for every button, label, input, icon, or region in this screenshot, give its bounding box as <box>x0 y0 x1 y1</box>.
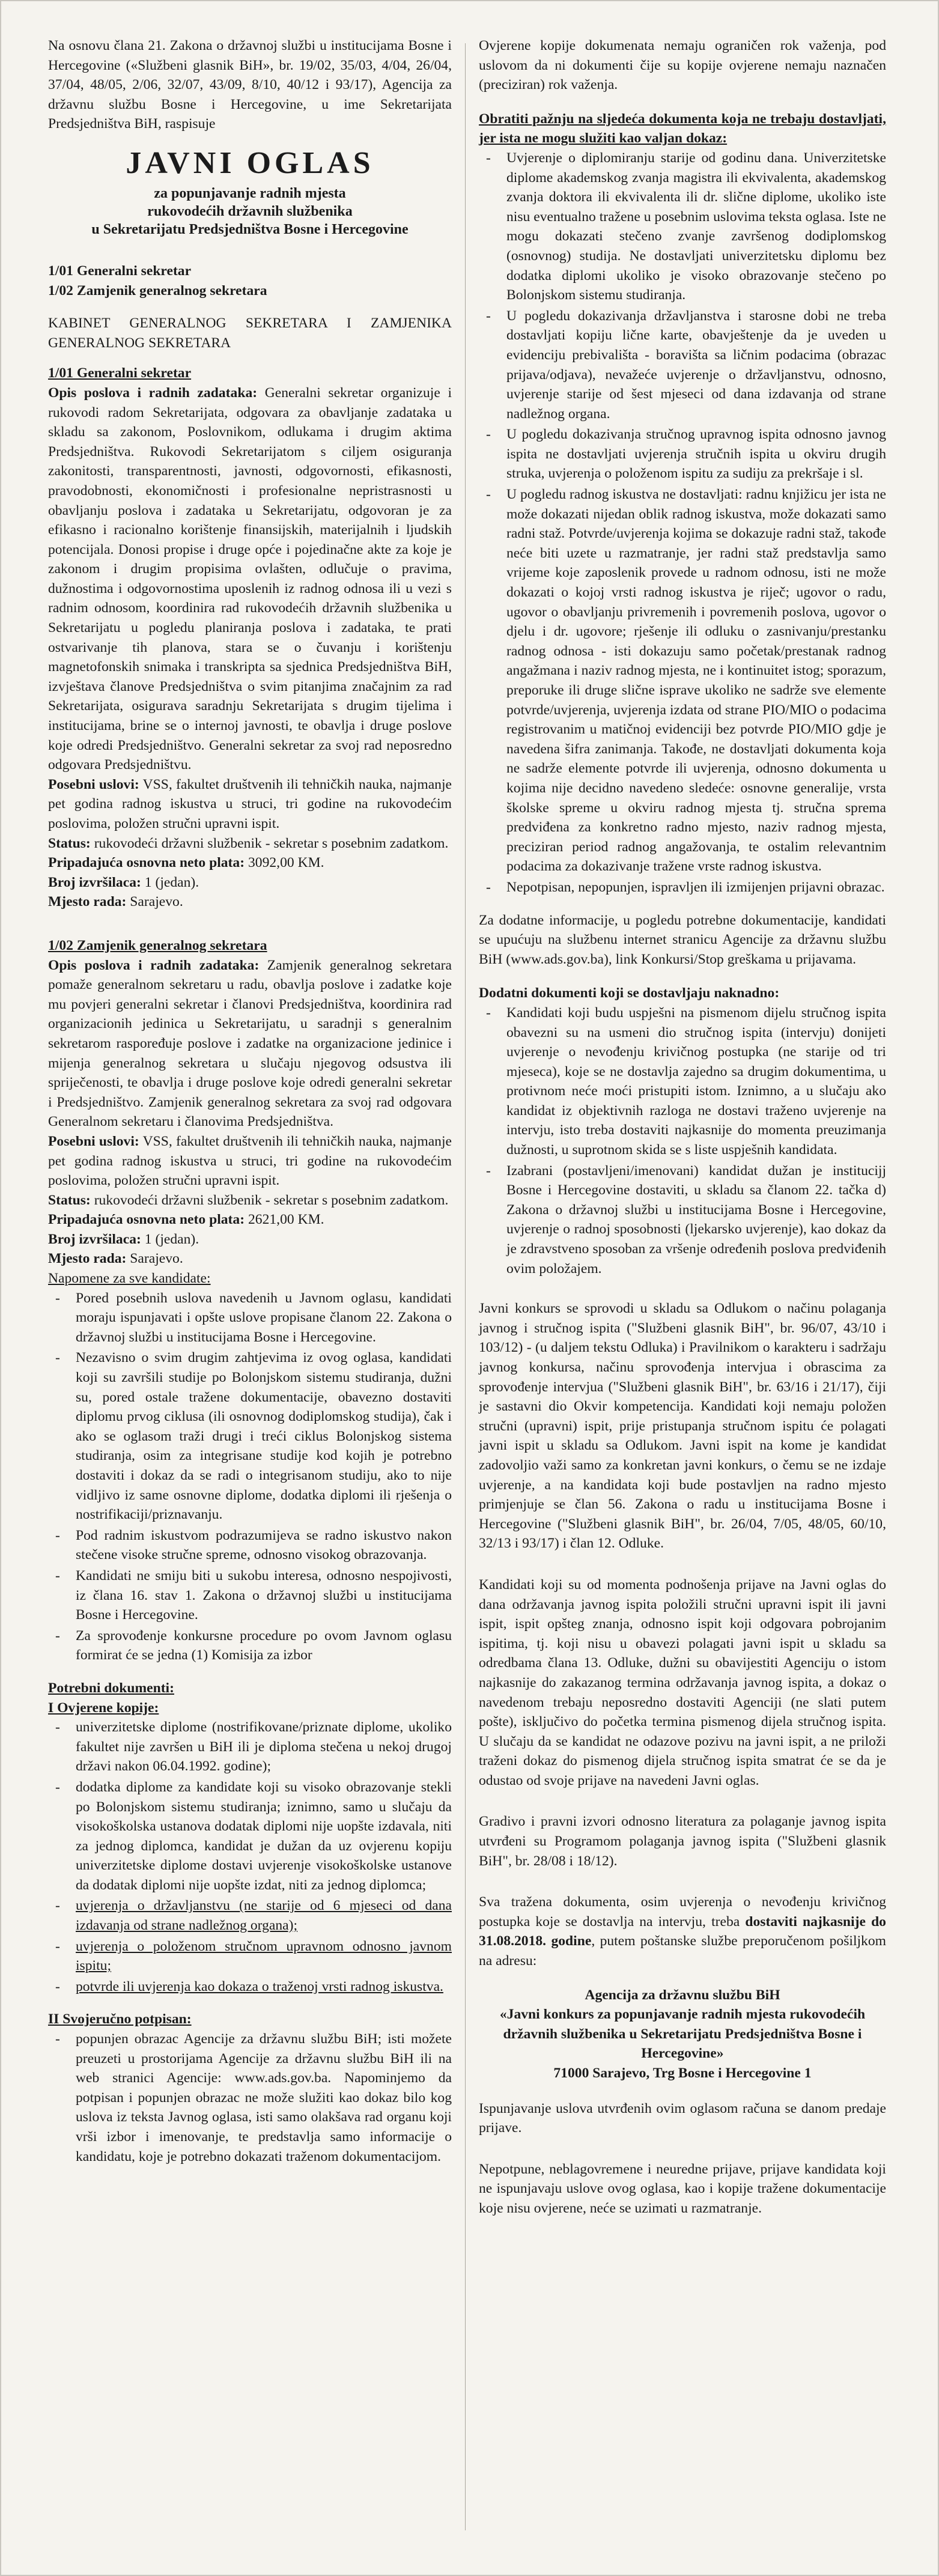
special-requirements <box>48 1132 452 1191</box>
required-documents-heading: Potrebni dokumenti: <box>48 1680 174 1696</box>
list-item: - U pogledu dokazivanja državljanstva i starosne dobi ne treba dostavljati kopiju lične karte, obavještenje da je uveden u evidenciju prebivališta - boravišta sa ličnim podacima (obrazac prijava/odjava), nevažeće uvjerenje o državljanstvu, odnosno, uvjerenje starije od šest mjeseci od dana izdavanja od strane nadležnog organa. <box>479 306 886 424</box>
notes-heading: Napomene za sve kandidate: <box>48 1271 211 1287</box>
special-requirements <box>48 775 452 834</box>
field-value: 3092,00 KM. <box>248 855 324 871</box>
list-item: - Pod radnim iskustvom podrazumijeva se radno iskustvo nakon stečene visoke stručne spreme, odnosno visokog obrazovanja. <box>48 1526 452 1565</box>
field-value: VSS, fakultet društvenih ili tehničkih nauka, najmanje pet godina radnog iskustva u struci, tri godine na rukovodećim poslovima, položen stručni upravni ispit. <box>48 776 452 831</box>
deadline-paragraph <box>479 1892 886 1970</box>
number-of-positions <box>48 873 452 893</box>
list-item: - univerzitetske diplome (nostrifikovane/priznate diplome, ukoliko fakultet nije završen u BiH ili je diploma stečena u nekoj drugoj državi nakon 06.04.1992. godine); <box>48 1718 452 1776</box>
list-item: - potvrde ili uvjerenja kao dokaza o traženoj vrsti radnog iskustva. <box>48 1977 452 1997</box>
candidates-paragraph: Kandidati koji su od momenta podnošenja prijave na Javni oglas do dana održavanja javnog ispita položili stručni upravni ispit ili javni ispit, ispit opšteg znanja, odnosno ispit koji odgovara pobrojanim ispitima, tj. koji nisu u obavezi polagati javni ispit u skladu sa odredbama člana 13. Odluke, dužni su obavijestiti Agenciju o istom najkasnije do zakazanog termina održavanja javnog ispita, a dokaz o navedenom trebaju neposredno dostaviti Agenciji (ne slati putem pošte), isključivo do početka termina pismenog dijela stručnog ispita. U slučaju da se kandidat ne odazove pozivu na javni ispit, a ne priloži traženi dokaz do pismenog dijela stručnog ispita smatrat će se da je odustao od svoje prijave na navedeni Javni oglas. <box>479 1576 886 1788</box>
field-value: 1 (jedan). <box>144 1231 199 1247</box>
field-label: Broj izvršilaca: <box>48 1231 141 1247</box>
department-name: KABINET GENERALNOG SEKRETARA I ZAMJENIKA GENERALNOG SEKRETARA <box>48 315 452 351</box>
column-divider <box>465 43 466 2530</box>
field-label: Opis poslova i radnih zadataka: <box>48 957 260 973</box>
field-label: Opis poslova i radnih zadataka: <box>48 384 258 401</box>
work-location <box>48 1249 452 1269</box>
list-item: - U pogledu radnog iskustva ne dostavljati: radnu knjižicu jer ista ne može dokazati nijedan oblik radnog iskustva, može dokazati samo radni staž. Potvrde/uvjerenja kojima se dokazuje radni staž, takođe neće biti uzete u razmatranje, jer radni staž predstavlja samo vrijeme koje zaposlenik provede u radnom odnosu, isti ne može dokazati o kojoj vrsti radnog iskustva je riječ; ugovor o radu, ugovor o obavljanju privremenih i povremenih poslova, ugovor o djelu i dr. ugovore; rješenje ili odluku o zasnivanju/prestanku radnog odnosa - isti dokazuju samo početak/prestanak radnog angažmana i naziv radnog mjesta, ne i kontinuitet istog; sporazum, preporuke ili druge slične isprave ukoliko ne sadrže sve elemente potvrde/uvjerenja, uvjerenja izdata od strane PIO/MIO o podacima registrovanim u matičnoj evidenciji bez potvrde PIO/MIO gdje je navedena šifra zanimanja. Takođe, ne dostavljati dokumenta koja ne sadrže elemente potvrde ili uvjerenja, odnosno dokumenta u kojima nije decidno navedeno sledeće: osnovne generalije, vrsta školske spreme u okviru radnog mjesta tj. stručna sprema predviđena za konkretno radno mjesto, naziv radnog mjesta, preciziran period radnog angažovanja, te ostalim relevantnim podacima za dokazivanje tražene vrste radnog iskustva. <box>479 485 886 876</box>
field-label: Mjesto rada: <box>48 1251 127 1267</box>
certified-copies-note: Ovjerene kopije dokumenata nemaju ograničen rok važenja, pod uslovom da ni dokumenti čije su kopije ovjerene nemaju naznačen (preciziran) rok važenja. <box>479 38 886 93</box>
list-item: - popunjen obrazac Agencije za državnu službu BiH; isti možete preuzeti u prostorijama Agencije za državnu službu BiH ili na web stranici Agencije: www.ads.gov.ba. Napominjemo da potpisan i popunjen obrazac ne može služiti kao dokaz bilo kog uslova iz teksta Javnog oglasa, isti samo olakšava rad organu koji vrši izbor i imenovanje, te predstavlja samo informacije o kandidatu, koje je potrebno dokazati traženom dokumentacijom. <box>48 2029 452 2166</box>
net-salary <box>48 853 452 873</box>
field-label: Status: <box>48 1192 91 1208</box>
position-list-item: 1/02 Zamjenik generalnog sekretara <box>48 282 267 299</box>
list-item: - Za sprovođenje konkursne procedure po ovom Javnom oglasu formirat će se jedna (1) Komisija za izbor <box>48 1626 452 1665</box>
field-label: Broj izvršilaca: <box>48 874 141 890</box>
field-value: Sarajevo. <box>130 1251 183 1267</box>
field-value: 2621,00 KM. <box>248 1212 324 1228</box>
position-list-item: 1/01 Generalni sekretar <box>48 263 192 279</box>
field-value: rukovodeći državni službenik - sekretar s posebnim zadatkom. <box>94 835 449 851</box>
subtitle-line: u Sekretarijatu Predsjedništva Bosne i Hercegovine <box>91 221 409 237</box>
left-column <box>48 36 452 2171</box>
net-salary <box>48 1210 452 1230</box>
list-item: - U pogledu dokazivanja stručnog upravnog ispita odnosno javnog ispita ne dostavljati uvjerenja stručnih ispita u okviru drugih struka, uvjerenja o položenom ispitu za sudiju za prekršaje i sl. <box>479 425 886 484</box>
work-location <box>48 892 452 912</box>
signed-heading: II Svojeručno potpisan: <box>48 2011 192 2028</box>
list-item: - Uvjerenje o diplomiranju starije od godinu dana. Univerzitetske diplome akademskog zvanja magistra ili ekvivalenta, akademskog zvanja doktora ili ekvivalenta ili dr. slične diplome, ukoliko iste nisu eventualno tražene u posebnim uslovima teksta oglasa. Iste ne mogu dokazati stečeno zvanje završenog dodiplomskog (osnovnog) studija. Ne dostavljati univerzitetsku diplomu bez dodatka diplomi ukoliko je visoko obrazovanje stečeno po Bolonjskom sistemu studiranja. <box>479 148 886 305</box>
field-value: rukovodeći državni službenik - sekretar s posebnim zadatkom. <box>94 1192 449 1208</box>
right-column <box>479 36 886 2225</box>
field-label: Status: <box>48 835 91 851</box>
address-line: «Javni konkurs za popunjavanje radnih mjesta rukovodećih državnih službenika u Sekretarijatu Predsjedništva Bosne i Hercegovine» <box>499 2006 866 2062</box>
status <box>48 834 452 854</box>
announcement-subtitle <box>48 184 452 238</box>
list-item: - Pored posebnih uslova navedenih u Javnom oglasu, kandidati moraju ispunjavati i opšte uslove propisane članom 22. Zakona o državnoj službi u institucijama Bosne i Hercegovine. <box>48 1289 452 1347</box>
attention-heading: Obratiti pažnju na sljedeća dokumenta koja ne trebaju dostavljati, jer ista ne mogu služiti kao valjan dokaz: <box>479 111 886 147</box>
incomplete-applications-paragraph: Nepotpune, neblagovremene i neuredne prijave, prijave kandidata koji ne ispunjavaju uslove ovog oglasa, kao i kopije tražene dokumentacije koje nisu ovjerene, neće se uzimati u razmatranje. <box>479 2161 886 2216</box>
field-value: VSS, fakultet društvenih ili tehničkih nauka, najmanje pet godina radnog iskustva u struci, tri godine na rukovodećim poslovima, položen stručni upravni ispit. <box>48 1133 452 1189</box>
list-item: - uvjerenja o položenom stručnom upravnom odnosno javnom ispitu; <box>48 1937 452 1976</box>
field-label: Posebni uslovi: <box>48 1133 139 1149</box>
list-item: - Kandidati ne smiju biti u sukobu interesa, odnosno nespojivosti, iz člana 16. stav 1. Zakona o državnoj službi u institucijama Bosne i Hercegovine. <box>48 1566 452 1625</box>
field-label: Posebni uslovi: <box>48 776 139 792</box>
field-label: Pripadajuća osnovna neto plata: <box>48 855 245 871</box>
field-value: Sarajevo. <box>130 894 183 910</box>
list-item: - uvjerenja o državljanstvu (ne starije od 6 mjeseci od dana izdavanja od strane nadležnog organa); <box>48 1896 452 1935</box>
job-description <box>48 383 452 775</box>
address-line: Agencija za državnu službu BiH <box>585 1987 780 2003</box>
eligibility-paragraph: Ispunjavanje uslova utvrđenih ovim oglasom računa se danom predaje prijave. <box>479 2100 886 2136</box>
list-item: - Izabrani (postavljeni/imenovani) kandidat dužan je institucijj Bosne i Hercegovine dostaviti, u skladu sa članom 22. tačka d) Zakona o državnoj službi u institucijama Bosne i Hercegovine, uvjerenje o radnoj sposobnosti (ljekarsko uvjerenje), kao dokaz da je zdravstveno sposoban za vršenje određenih poslova predviđenih ovim položajem. <box>479 1161 886 1279</box>
subtitle-line: za popunjavanje radnih mjesta <box>154 185 346 201</box>
intro-paragraph: Na osnovu člana 21. Zakona o državnoj službi u institucijama Bosne i Hercegovine («Službeni glasnik BiH», br. 19/02, 35/03, 4/04, 26/04, 37/04, 48/05, 2/06, 32/07, 43/09, 8/10, 40/12 i 93/17), Agencija za državnu službu Bosne i Hercegovine, u ime Sekretarijata Predsjedništva BiH, raspisuje <box>48 38 452 132</box>
announcement-title: JAVNI OGLAS <box>126 145 374 180</box>
deadline-text: Sva tražena dokumenta, osim uvjerenja o nevođenju krivičnog postupka koje se dostavlja na intervju, treba <box>479 1894 886 1930</box>
position-heading: 1/02 Zamjenik generalnog sekretara <box>48 937 267 953</box>
additional-documents-heading: Dodatni dokumenti koji se dostavljaju naknadno: <box>479 985 780 1001</box>
list-item: - Kandidati koji budu uspješni na pismenom dijelu stručnog ispita obavezni su na usmeni dio stručnog ispita (intervju) donijeti uvjerenje o nevođenju krivičnog postupka (ne starije od tri mjeseca), koje se ne dostavlja zajedno sa drugim dokumentima, u protivnom neće moći pristupiti istom. Iznimno, a u slučaju ako kandidat iz objektivnih razloga ne dostavi traženo uvjerenje na intervju, isto treba dostaviti najkasnije do momenta preuzimanja dužnosti, u suprotnom skida se s liste uspješnih kandidata. <box>479 1003 886 1160</box>
status <box>48 1191 452 1211</box>
literature-paragraph: Gradivo i pravni izvori odnosno literatura za polaganje javnog ispita utvrđeni su Programom polaganja javnog ispita ("Službeni glasnik BiH", br. 28/08 i 18/12). <box>479 1814 886 1869</box>
field-value: Generalni sekretar organizuje i rukovodi radom Sekretarijata, odgovara za obavljanje zadataka u skladu sa zakonom, Poslovnikom, odlukama i drugim aktima Predsjedništva. Rukovodi Sekretarijatom s ciljem osiguranja zakonitosti, transparentnosti, javnosti, odgovornosti, efikasnosti, pravodobnosti, ekonomičnosti i profesionalne nepristrasnosti u obavljanju poslova i zadataka u Sekretarijatu, odgovoran je za efikasno i racionalno korištenje finansijskih, materijalnih i ljudskih potencijala. Donosi propise i druge opće i pojedinačne akte za koje je zakonom i drugim propisima ovlašten, odlučuje o pravima, dužnostima i odgovornostima uposlenih iz radnog odnosa ili u vezi s radnim odnosom, koordinira rad rukovodećih državnih službenika u Sekretarijatu u pogledu planiranja poslova i zadataka, te prati ostvarivanje tih planova, stara se o čuvanju i korištenju magnetofonskih snimaka i transkripta sa sjednica Predsjedništva BiH, izvještava članove Predsjedništva o svim pitanjima značajnim za rad Sekretarijata, osigurava saradnju Sekretarijata s drugim tijelima i institucijama, brine se o internoj javnosti, te obavlja i druge poslove koje odredi Predsjedništvo. Generalni sekretar za svoj rad neposredno odgovara Predsjedništvu. <box>48 384 452 773</box>
field-label: Mjesto rada: <box>48 894 127 910</box>
info-paragraph: Za dodatne informacije, u pogledu potrebne dokumentacije, kandidati se upućuju na službenu internet stranicu Agencije za državnu službu BiH (www.ads.gov.ba), link Konkursi/Stop greškama u prijavama. <box>479 912 886 967</box>
competition-paragraph: Javni konkurs se sprovodi u skladu sa Odlukom o načinu polaganja javnog i stručnog ispita ("Službeni glasnik BiH", br. 96/07, 43/10 i 103/12) - (u daljem tekstu Odluka) i Pravilnikom o karakteru i sadržaju javnog konkursa, načinu sprovođenja intervjua i obrascima za sprovođenje intervjua ("Službeni glasnik BiH", br. 63/16 i 21/17), čiji je sastavni dio Okvir kompetencija. Kandidati koji nemaju položen stručni (upravni) ispit, prije pristupanja stručnom ispitu će polagati javni ispit u skladu sa Odlukom. Javni ispit na kome je kandidat zadovoljio važi samo za konkretan javni konkurs, o čemu se ne izdaje uvjerenje, a na kandidata koji bude postavljen na radno mjesto primjenjuje se član 56. Zakona o radu u institucijama Bosne i Hercegovine ("Službeni glasnik BiH", br. 26/04, 7/05, 48/05, 60/10, 32/13 i 93/17) i član 12. Odluke. <box>479 1301 886 1552</box>
number-of-positions <box>48 1230 452 1250</box>
additional-documents-list <box>479 1003 886 1278</box>
field-value: 1 (jedan). <box>144 874 199 890</box>
signed-list <box>48 2029 452 2166</box>
position-heading: 1/01 Generalni sekretar <box>48 365 192 381</box>
address-line: 71000 Sarajevo, Trg Bosne i Hercegovine 1 <box>553 2065 812 2081</box>
list-item: - Nezavisno o svim drugim zahtjevima iz ovog oglasa, kandidati koji su završili studije po Bolonjskom sistemu studiranja, dužni su, pored ostale tražene dokumentacije, obavezno dostaviti diplomu prvog ciklusa (ili osnovnog dodiplomskog studija), čak i ako se oglasom traži drugi i treći ciklus Bolonjskog sistema studiranja, osim za integrisane studije kod kojih je potrebno dostaviti i dokaz da se radi o integrisanom studiju, ako to nije vidljivo iz same osnovne diplome, dodatka diplomi ili rješenja o nostrifikaciji/priznavanju. <box>48 1348 452 1524</box>
list-item: - Nepotpisan, nepopunjen, ispravljen ili izmijenjen prijavni obrazac. <box>479 878 886 898</box>
subtitle-line: rukovodećih državnih službenika <box>147 203 353 219</box>
attention-list <box>479 148 886 898</box>
list-item: - dodatka diplome za kandidate koji su visoko obrazovanje stekli po Bolonjskom sistemu studiranja; iznimno, samo u slučaju da visokoškolska ustanova dodatak diplomi nije uopšte izdavala, niti za jednog diplomca, kandidat je dužan da uz ovjerenu kopiju univerzitetske diplome dostavi uvjerenje visokoškolske ustanove da dodatak diplomi nije uopšte izdat, niti za jednog diplomca; <box>48 1778 452 1895</box>
field-label: Pripadajuća osnovna neto plata: <box>48 1212 245 1228</box>
certified-copies-heading: I Ovjerene kopije: <box>48 1700 159 1716</box>
certified-copies-list <box>48 1718 452 1996</box>
field-value: Zamjenik generalnog sekretara pomaže generalnom sekretaru u radu, obavlja poslove i zadatke koje mu povjeri generalni sekretar i članovi Predsjedništva, koordinira rad organizacionih jedinica u Sekretarijatu, u saradnji s generalnim sekretarom raspoređuje poslove i zadatke na organizacione jedinice i mijenja generalnog sekretara u slučaju njegovog odsustva ili spriječenosti, te obavlja i druge poslove koje odredi generalni sekretar i Predsjedništvo. Zamjenik generalnog sekretara za svoj rad odgovara Generalnom sekretaru i članovima Predsjedništva. <box>48 957 452 1130</box>
deadline-text: , putem poštanske službe preporučenom pošiljkom na adresu: <box>479 1933 886 1969</box>
notes-list <box>48 1289 452 1665</box>
deadline-date: dostaviti najkasnije do 31.08.2018. godine <box>479 1913 886 1949</box>
job-description <box>48 956 452 1132</box>
